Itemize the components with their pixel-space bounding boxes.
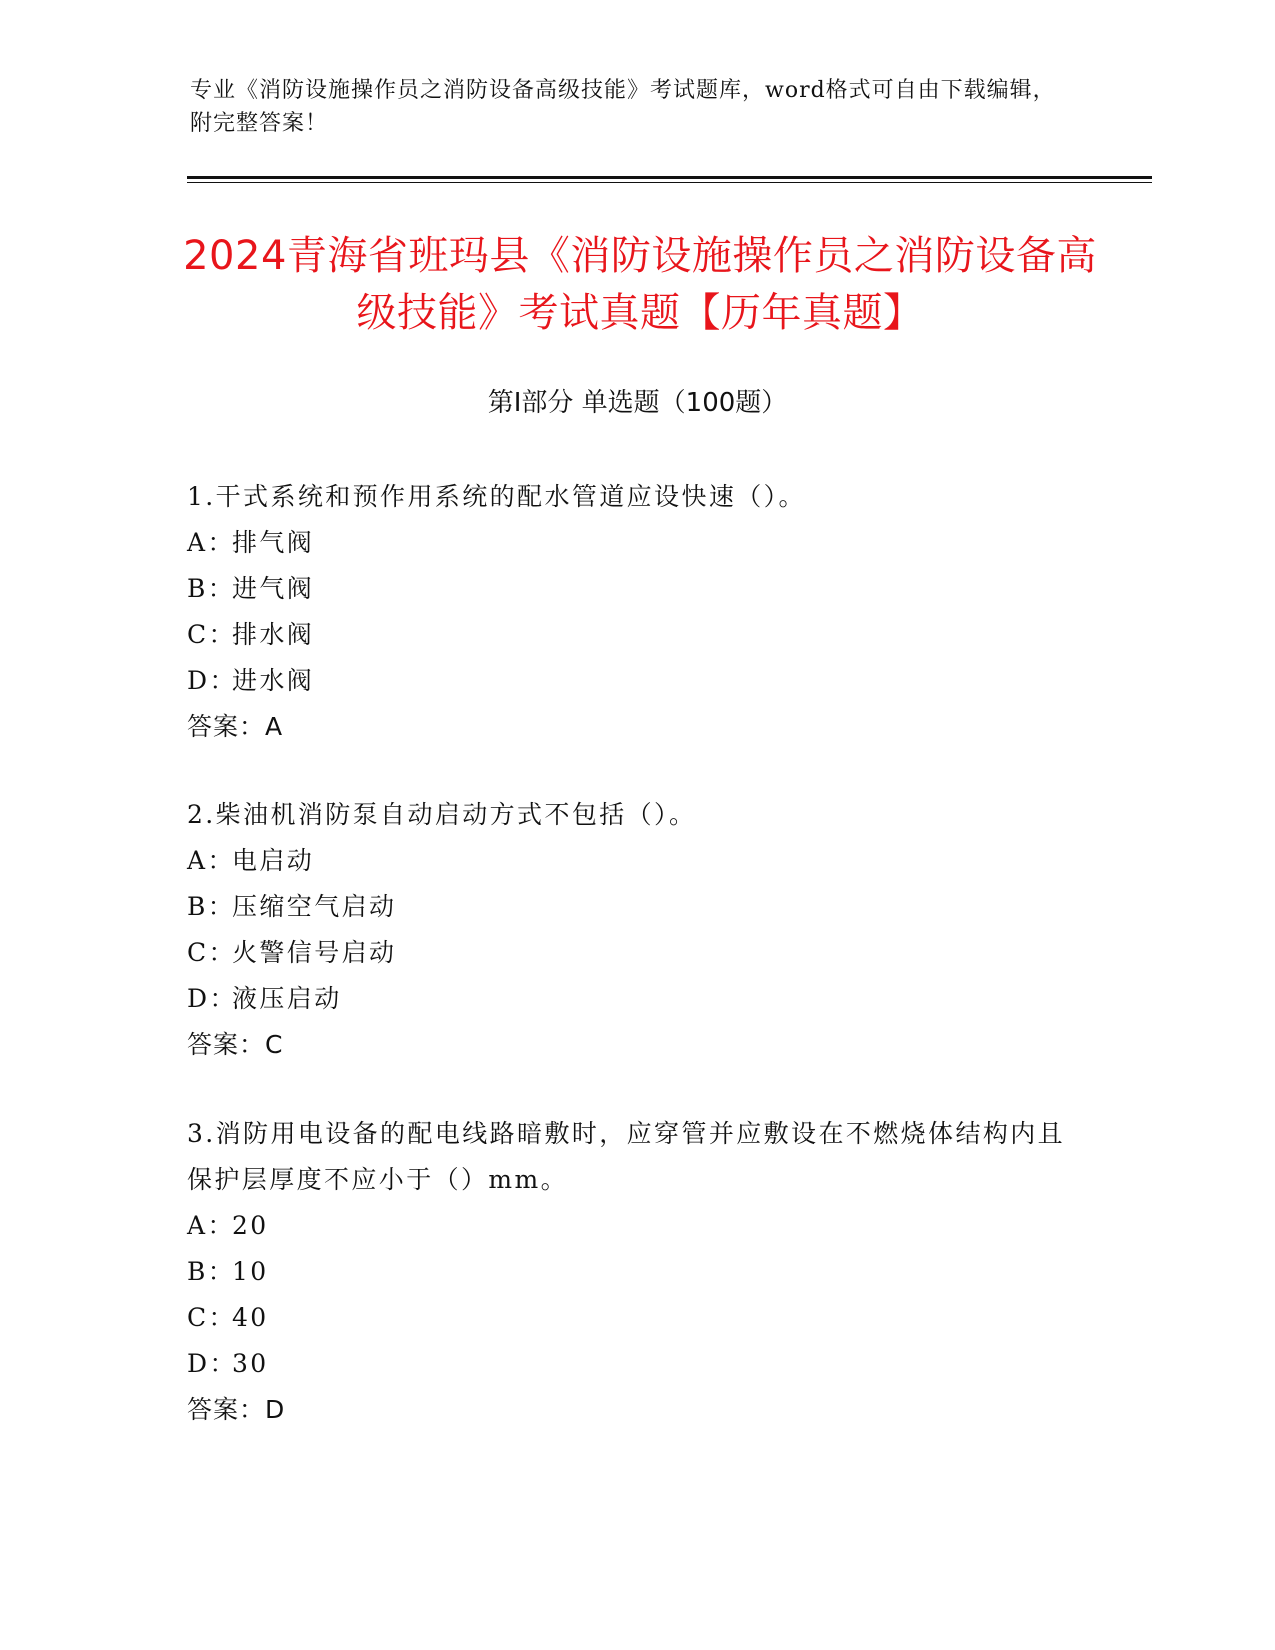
option-b [187,1249,1067,1295]
question-stem: 2.柴油机消防泵自动启动方式不包括（）。 [187,800,697,829]
option-b [187,884,1067,930]
option-letter: D： [187,666,237,695]
option-letter: C： [187,620,236,649]
header-rule-thin [187,182,1152,183]
option-text: 40 [232,1303,269,1332]
option-b [187,566,1067,612]
question-stem: 3.消防用电设备的配电线路暗敷时，应穿管并应敷设在不燃烧体结构内且保护层厚度不应小于（）mm。 [187,1119,1066,1194]
option-d [187,976,1067,1022]
document-title: 2024青海省班玛县《消防设施操作员之消防设备高级技能》考试真题【历年真题】 [183,233,1097,336]
option-text: 排水阀 [232,620,315,649]
question-stem: 1.干式系统和预作用系统的配水管道应设快速（）。 [187,482,806,511]
option-letter: B： [187,574,236,603]
answer-value: D [265,1395,286,1424]
option-text: 火警信号启动 [232,938,397,967]
option-letter: C： [187,938,236,967]
answer-value: A [265,712,284,741]
answer-line [187,1022,1067,1068]
option-text: 30 [232,1349,269,1378]
option-text: 进气阀 [232,574,315,603]
header-rule-thick [187,176,1152,179]
option-text: 电启动 [232,846,315,875]
option-c [187,612,1067,658]
answer-label: 答案： [187,712,266,741]
option-text: 10 [232,1257,269,1286]
option-a [187,520,1067,566]
option-c [187,930,1067,976]
option-d [187,658,1067,704]
option-letter: A： [187,846,235,875]
question-3 [187,1111,1067,1433]
option-text: 压缩空气启动 [232,892,397,921]
option-letter: C： [187,1303,236,1332]
question-2 [187,792,1067,1068]
option-letter: D： [187,984,237,1013]
option-letter: A： [187,1211,235,1240]
option-text: 进水阀 [232,666,315,695]
option-text: 液压启动 [232,984,342,1013]
option-a [187,1203,1067,1249]
option-d [187,1341,1067,1387]
section-title: 第Ⅰ部分 单选题（100题） [487,388,788,418]
option-c [187,1295,1067,1341]
option-letter: A： [187,528,235,557]
answer-line [187,704,1067,750]
option-text: 20 [232,1211,269,1240]
answer-label: 答案： [187,1395,266,1424]
answer-line [187,1387,1067,1433]
option-letter: D： [187,1349,237,1378]
option-letter: B： [187,892,236,921]
option-text: 排气阀 [232,528,315,557]
option-a [187,838,1067,884]
answer-label: 答案： [187,1030,266,1059]
header-note: 专业《消防设施操作员之消防设备高级技能》考试题库，word格式可自由下载编辑，附完整答案！ [190,78,1056,136]
question-1 [187,474,1067,750]
answer-value: C [265,1030,284,1059]
option-letter: B： [187,1257,236,1286]
